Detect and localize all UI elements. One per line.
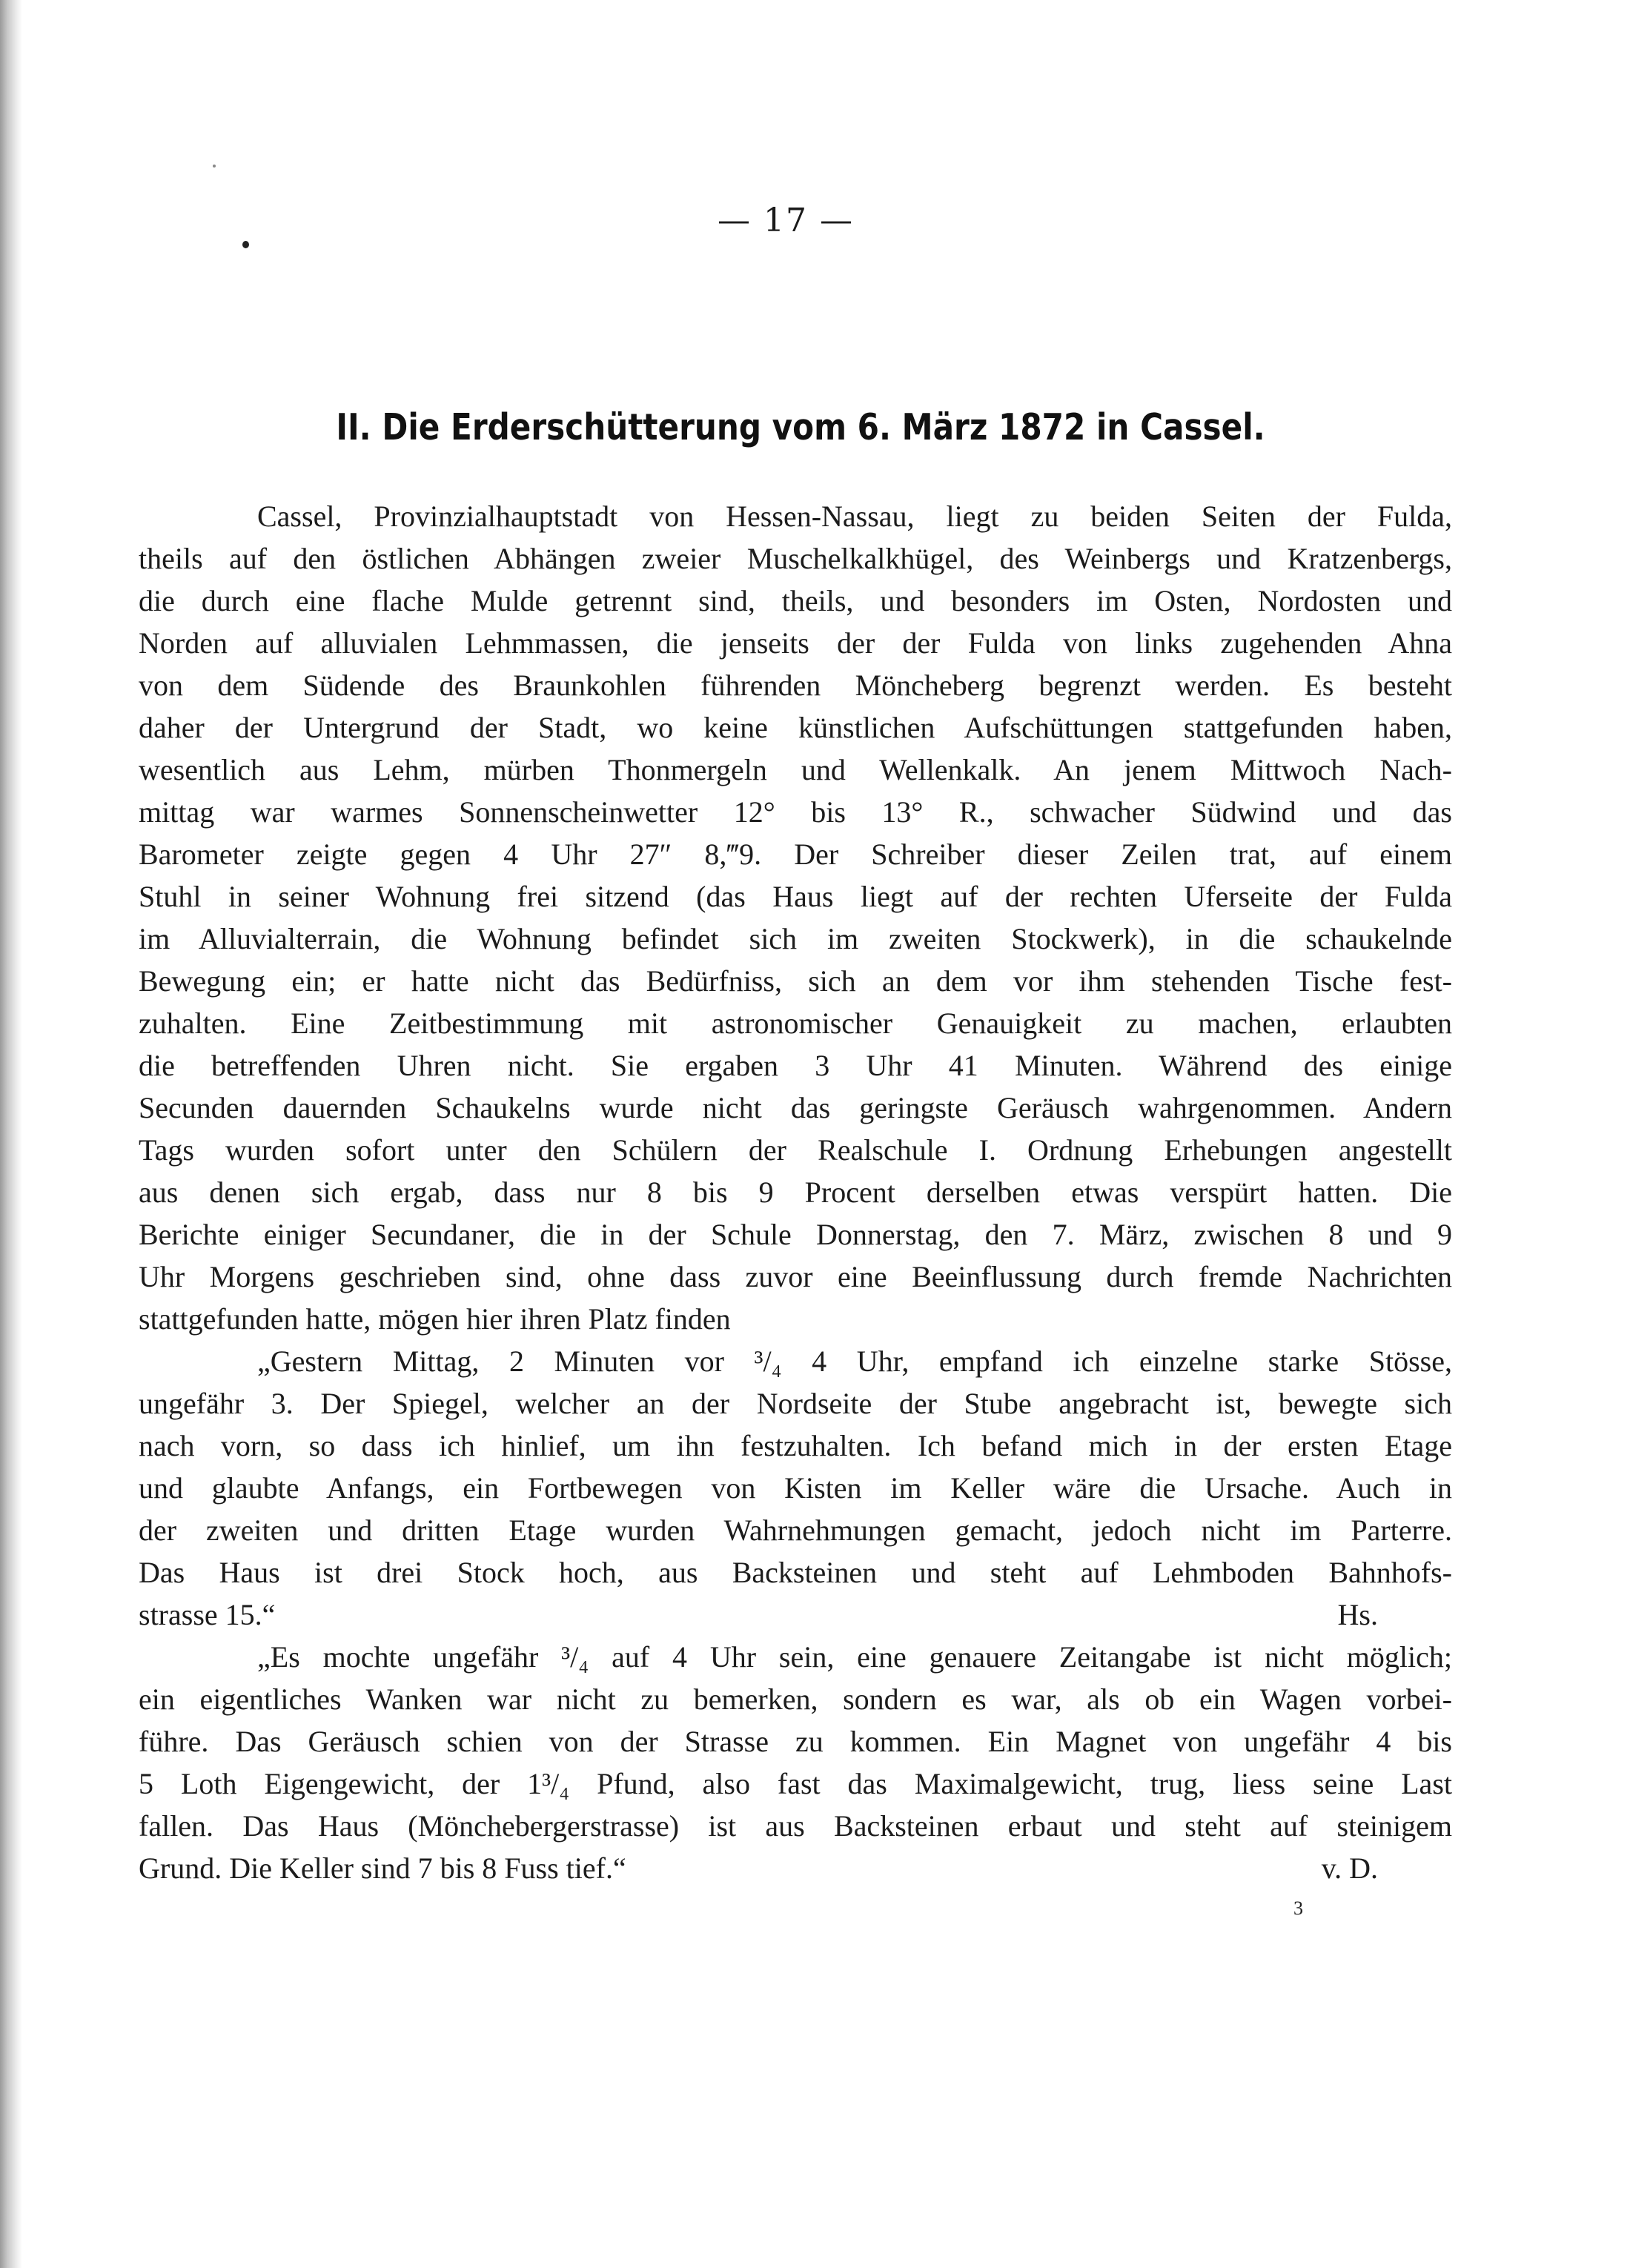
author-initials: Hs.: [1337, 1598, 1378, 1631]
text-line: Norden auf alluvialen Lehmmassen, die jenseits der der Fulda von links zugehenden Ahna: [139, 626, 1452, 660]
text-line: Das Haus ist drei Stock hoch, aus Backsteinen und steht auf Lehmboden Bahnhofs-: [139, 1556, 1452, 1589]
text-line: Uhr Morgens geschrieben sind, ohne dass zuvor eine Beeinflussung durch fremde Nachrichten: [139, 1260, 1452, 1293]
text-line: Cassel, Provinzialhauptstadt von Hessen-Nassau, liegt zu beiden Seiten der Fulda,: [257, 500, 1452, 533]
text-line: und glaubte Anfangs, ein Fortbewegen von Kisten im Keller wäre die Ursache. Auch in: [139, 1471, 1452, 1505]
author-initials: v. D.: [1321, 1851, 1378, 1885]
text-line: strasse 15.“: [139, 1598, 276, 1631]
sheet-signature-mark: 3: [1293, 1897, 1303, 1919]
text-line: führe. Das Geräusch schien von der Strasse zu kommen. Ein Magnet von ungefähr 4 bis: [139, 1725, 1452, 1758]
text-line: Stuhl in seiner Wohnung frei sitzend (das Haus liegt auf der rechten Uferseite der Fulda: [139, 880, 1452, 913]
text-line: im Alluvialterrain, die Wohnung befindet sich im zweiten Stockwerk), in die schaukelnde: [139, 922, 1452, 955]
text-line: daher der Untergrund der Stadt, wo keine künstlichen Aufschüttungen stattgefunden haben,: [139, 711, 1452, 744]
chapter-title: II. Die Erderschütterung vom 6. März 1872 in Cassel.: [336, 406, 1265, 448]
text-line: von dem Südende des Braunkohlen führenden Möncheberg begrenzt werden. Es besteht: [139, 669, 1452, 702]
text-line: zuhalten. Eine Zeitbestimmung mit astronomischer Genauigkeit zu machen, erlaubten: [139, 1007, 1452, 1040]
text-line: „Gestern Mittag, 2 Minuten vor ³/₄ 4 Uhr, empfand ich einzelne starke Stösse,: [257, 1344, 1452, 1378]
text-line: die durch eine flache Mulde getrennt sind, theils, und besonders im Osten, Nordosten und: [139, 584, 1452, 617]
text-line: ein eigentliches Wanken war nicht zu bemerken, sondern es war, als ob ein Wagen vorbei-: [139, 1682, 1452, 1716]
text-line: Berichte einiger Secundaner, die in der Schule Donnerstag, den 7. März, zwischen 8 und 9: [139, 1218, 1452, 1251]
text-line: theils auf den östlichen Abhängen zweier Muschelkalkhügel, des Weinbergs und Kratzenbergs,: [139, 542, 1452, 575]
text-line: stattgefunden hatte, mögen hier ihren Platz finden: [139, 1302, 731, 1336]
ink-speck: [242, 241, 249, 248]
text-line: wesentlich aus Lehm, mürben Thonmergeln und Wellenkalk. An jenem Mittwoch Nach-: [139, 753, 1452, 786]
text-line: der zweiten und dritten Etage wurden Wahrnehmungen gemacht, jedoch nicht im Parterre.: [139, 1513, 1452, 1547]
text-line: Barometer zeigte gegen 4 Uhr 27″ 8,‴9. Der Schreiber dieser Zeilen trat, auf einem: [139, 838, 1452, 871]
text-line: mittag war warmes Sonnenscheinwetter 12° bis 13° R., schwacher Südwind und das: [139, 795, 1452, 829]
quote-closing-line: [139, 1594, 1452, 1636]
quote-report-hs: [139, 1340, 1452, 1636]
text-line: die betreffenden Uhren nicht. Sie ergaben 3 Uhr 41 Minuten. Während des einige: [139, 1049, 1452, 1082]
text-line: fallen. Das Haus (Mönchebergerstrasse) ist aus Backsteinen erbaut und steht auf steinigem: [139, 1809, 1452, 1843]
paragraph-intro: [139, 495, 1452, 1340]
text-line: nach vorn, so dass ich hinlief, um ihn festzuhalten. Ich befand mich in der ersten Etage: [139, 1429, 1452, 1462]
text-line: „Es mochte ungefähr ³/₄ auf 4 Uhr sein, eine genauere Zeitangabe ist nicht möglich;: [257, 1640, 1452, 1674]
text-line: Grund. Die Keller sind 7 bis 8 Fuss tief.“: [139, 1851, 626, 1885]
text-line: Tags wurden sofort unter den Schülern der Realschule I. Ordnung Erhebungen angestellt: [139, 1133, 1452, 1167]
scan-edge-shadow: [0, 0, 22, 2268]
quote-closing-line: [139, 1847, 1452, 1889]
quote-report-vd: [139, 1636, 1452, 1889]
text-line: aus denen sich ergab, dass nur 8 bis 9 Procent derselben etwas verspürt hatten. Die: [139, 1176, 1452, 1209]
body-text: [139, 495, 1452, 1889]
ink-speck: [213, 165, 216, 168]
page-number: — 17 —: [718, 202, 854, 239]
text-line: ungefähr 3. Der Spiegel, welcher an der Nordseite der Stube angebracht ist, bewegte sich: [139, 1387, 1452, 1420]
text-line: 5 Loth Eigengewicht, der 1³/₄ Pfund, also fast das Maximalgewicht, trug, liess seine Last: [139, 1767, 1452, 1800]
text-line: Secunden dauernden Schaukelns wurde nicht das geringste Geräusch wahrgenommen. Andern: [139, 1091, 1452, 1124]
text-line: Bewegung ein; er hatte nicht das Bedürfniss, sich an dem vor ihm stehenden Tische fest-: [139, 964, 1452, 998]
